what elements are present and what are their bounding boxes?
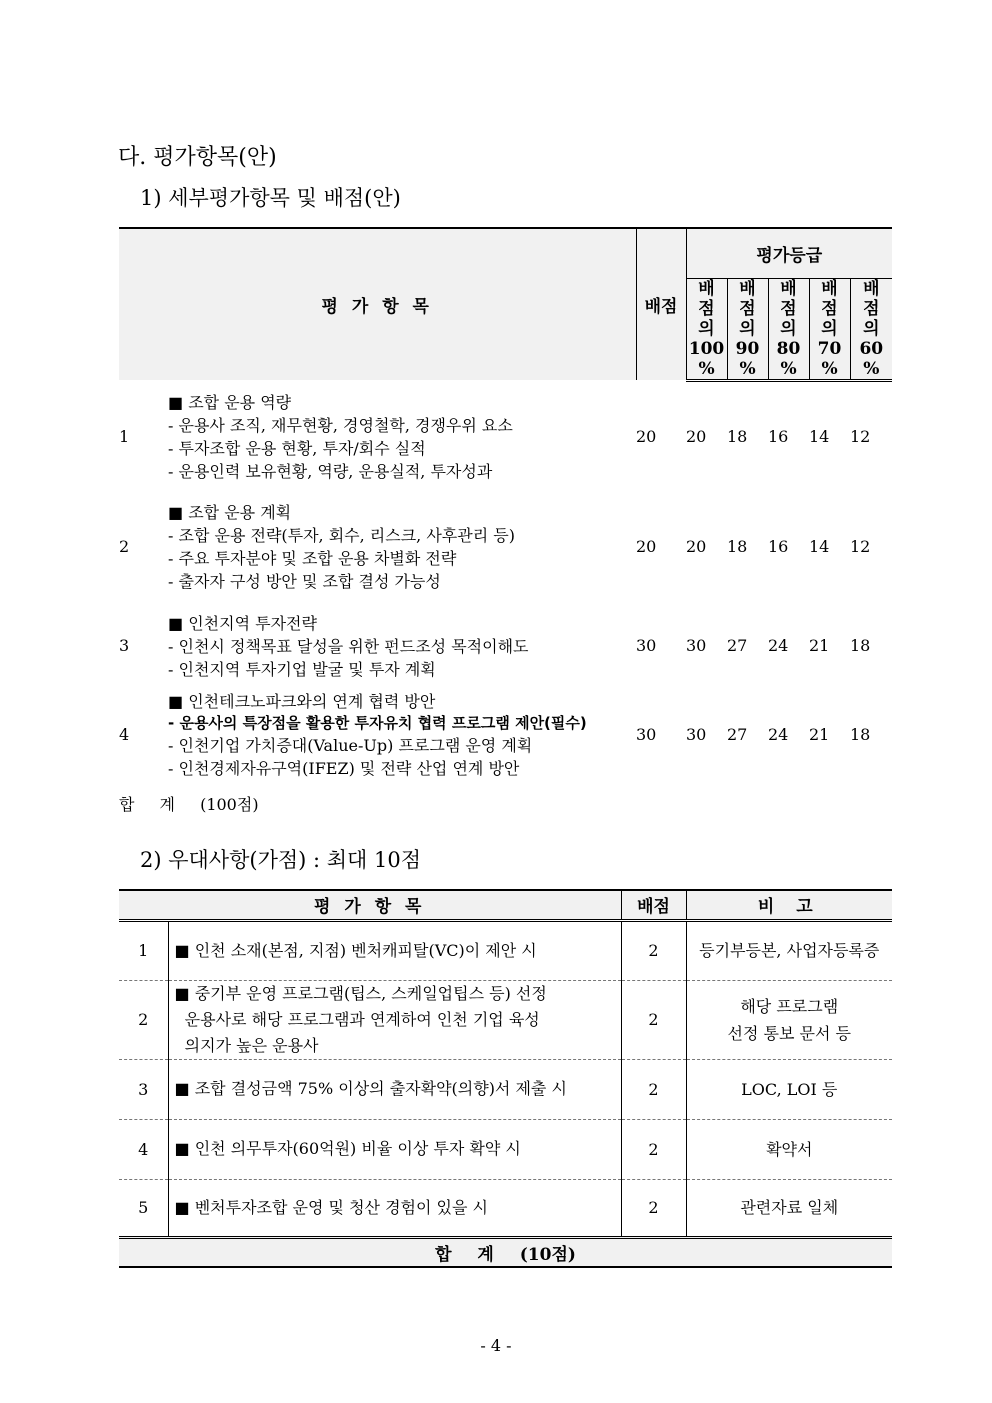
header-grade-char: 배 [739,278,756,299]
header-grade-char: 100 [688,338,725,359]
header-grade-char: % [698,358,715,379]
row-number: 2 [119,536,130,556]
bonus-table [119,889,892,1268]
item-title: ■ 조합 운용 계획 [168,503,292,522]
row-grade-value: 18 [850,635,871,655]
row-note [686,920,892,980]
table-row [119,1179,892,1237]
row-grade-value: 12 [850,426,871,446]
row-item [168,920,621,980]
header-grade-char: 의 [821,318,838,339]
item-line: ■ 벤처투자조합 운영 및 청산 경험이 있을 시 [174,1197,488,1217]
row-score: 2 [621,1179,686,1237]
item-detail-line: - 조합 운용 전략(투자, 회수, 리스크, 사후관리 등) [168,526,515,545]
item-detail-line: - 운용사 조직, 재무현황, 경영철학, 경쟁우위 요소 [168,416,513,435]
item-title: ■ 조합 운용 역량 [168,393,292,412]
note-line: LOC, LOI 등 [741,1079,838,1099]
header-grade-col [809,278,850,380]
header-item: 평 가 항 목 [119,890,621,920]
row-number: 4 [119,724,130,744]
item-detail-line: - 인천시 정책목표 달성을 위한 펀드조성 목적이해도 [168,636,529,656]
row-grade-value: 16 [768,536,789,556]
header-grade-col [686,278,727,380]
item-detail-line: - 출자자 구성 방안 및 조합 결성 가능성 [168,572,441,591]
item-line: 운용사로 해당 프로그램과 연계하여 인천 기업 육성 [174,1009,540,1029]
row-note [686,1179,892,1237]
header-grade-char: 배 [698,278,715,299]
row-number: 5 [138,1198,149,1217]
row-grade-value: 18 [727,536,748,556]
item-title: ■ 인천지역 투자전략 [168,613,317,633]
row-grade-value: 30 [686,635,707,655]
table-row [119,980,892,1059]
item-line: ■ 중기부 운영 프로그램(팁스, 스케일업팁스 등) 선정 [174,983,547,1003]
header-score: 배점 [621,890,686,920]
header-grade-char: 점 [739,298,756,319]
header-grade: 평가등급 [686,228,892,278]
header-grade-char: % [780,358,797,379]
row-score: 20 [636,536,657,556]
scoring-table-body [119,381,892,827]
row-grade-value: 20 [686,426,707,446]
page-number: - 4 - [480,1336,512,1355]
row-item [168,601,636,689]
table-row [119,491,892,601]
note-line: 해당 프로그램 [740,996,839,1016]
row-note [686,1059,892,1119]
row-number: 1 [119,920,168,980]
table-row [119,1059,892,1119]
table-row [119,920,892,980]
header-grade-char: % [863,358,880,379]
header-grade-char: 의 [698,318,715,339]
row-item [168,381,636,491]
item-detail-line: - 인천기업 가치증대(Value-Up) 프로그램 운영 계획 [168,736,533,755]
row-grade-value: 18 [727,426,748,446]
item-line: 의지가 높은 운용사 [174,1035,319,1055]
row-item [168,689,636,779]
row-grade-value: 14 [809,536,830,556]
header-grade-char: 배 [863,278,880,299]
header-grade-char: 80 [776,338,801,359]
header-grade-char: 점 [821,298,838,319]
row-grade-value: 27 [727,724,748,744]
row-item [168,1119,621,1179]
header-score: 배점 [636,228,686,380]
header-grade-char: 90 [735,338,760,359]
row-grade-value: 24 [768,635,789,655]
table-row [119,601,892,689]
header-grade-col [727,278,768,380]
table-row [119,1119,892,1179]
item-line: ■ 조합 결성금액 75% 이상의 출자확약(의향)서 제출 시 [174,1079,567,1098]
row-score: 20 [636,426,657,446]
item-required-line: - 운용사의 특장점을 활용한 투자유치 협력 프로그램 제안(필수) [168,714,587,732]
header-grade-char: % [821,358,838,379]
note-line: 확약서 [766,1139,813,1159]
row-item [168,980,621,1059]
header-grade-char: 점 [780,298,797,319]
row-item [168,1059,621,1119]
item-detail-line: - 주요 투자분야 및 조합 운용 차별화 전략 [168,549,457,568]
row-grade-value: 27 [727,635,748,655]
note-line: 선정 통보 문서 등 [727,1023,851,1043]
subsection-heading-bonus: 2) 우대사항(가점) : 최대 10점 [140,848,422,872]
row-number: 4 [119,1119,168,1179]
row-note [686,1119,892,1179]
row-grade-value: 16 [768,426,789,446]
header-grade-char: 의 [739,318,756,339]
header-grade-char: 배 [780,278,797,299]
item-title: ■ 인천테크노파크와의 연계 협력 방안 [168,692,436,711]
header-grade-col [850,278,892,380]
item-detail-line: - 투자조합 운용 현황, 투자/회수 실적 [168,439,426,458]
note-line: 관련자료 일체 [740,1198,839,1217]
row-score: 2 [621,1059,686,1119]
total-row [119,779,892,827]
row-grade-value: 21 [809,635,830,655]
header-grade-char: 의 [863,318,880,339]
row-grade-value: 30 [686,724,707,744]
item-detail-line: - 운용인력 보유현황, 역량, 운용실적, 투자성과 [168,462,493,481]
header-grade-char: 70 [817,338,842,359]
note-line: 등기부등본, 사업자등록증 [699,941,880,960]
section-heading: 다. 평가항목(안) [118,145,277,170]
scoring-table [119,227,892,382]
row-note [686,980,892,1059]
total-label: 합 계 (100점) [119,794,259,814]
row-number: 2 [119,980,168,1059]
row-grade-value: 18 [850,724,871,744]
row-item [168,1179,621,1237]
row-score: 30 [636,635,657,655]
row-grade-value: 20 [686,536,707,556]
item-line: ■ 인천 의무투자(60억원) 비율 이상 투자 확약 시 [174,1139,521,1158]
row-grade-value: 12 [850,536,871,556]
header-grade-char: 60 [859,338,884,359]
item-line: ■ 인천 소재(본점, 지점) 벤처캐피탈(VC)이 제안 시 [174,940,537,960]
row-item [168,491,636,601]
row-score: 2 [621,980,686,1059]
item-detail-line: - 인천경제자유구역(IFEZ) 및 전략 산업 연계 방안 [168,759,520,778]
subsection-heading-scoring: 1) 세부평가항목 및 배점(안) [140,186,401,210]
table-row [119,689,892,779]
row-number: 3 [119,635,130,655]
header-grade-char: 배 [821,278,838,299]
row-number: 3 [119,1059,168,1119]
header-grade-char: 점 [698,298,715,319]
total-row [119,1237,892,1267]
row-grade-value: 14 [809,426,830,446]
total-label: 합 계 (10점) [119,1237,892,1267]
row-grade-value: 21 [809,724,830,744]
row-score: 30 [636,724,657,744]
header-note: 비 고 [686,890,892,920]
row-grade-value: 24 [768,724,789,744]
row-number: 1 [119,426,130,446]
table-row [119,381,892,491]
row-score: 2 [621,1119,686,1179]
header-grade-col [768,278,809,380]
header-grade-char: % [739,358,756,379]
header-item: 평 가 항 목 [119,228,636,380]
item-detail-line: - 인천지역 투자기업 발굴 및 투자 계획 [168,659,436,679]
row-score: 2 [621,920,686,980]
header-grade-char: 점 [863,298,880,319]
header-grade-char: 의 [780,318,797,339]
